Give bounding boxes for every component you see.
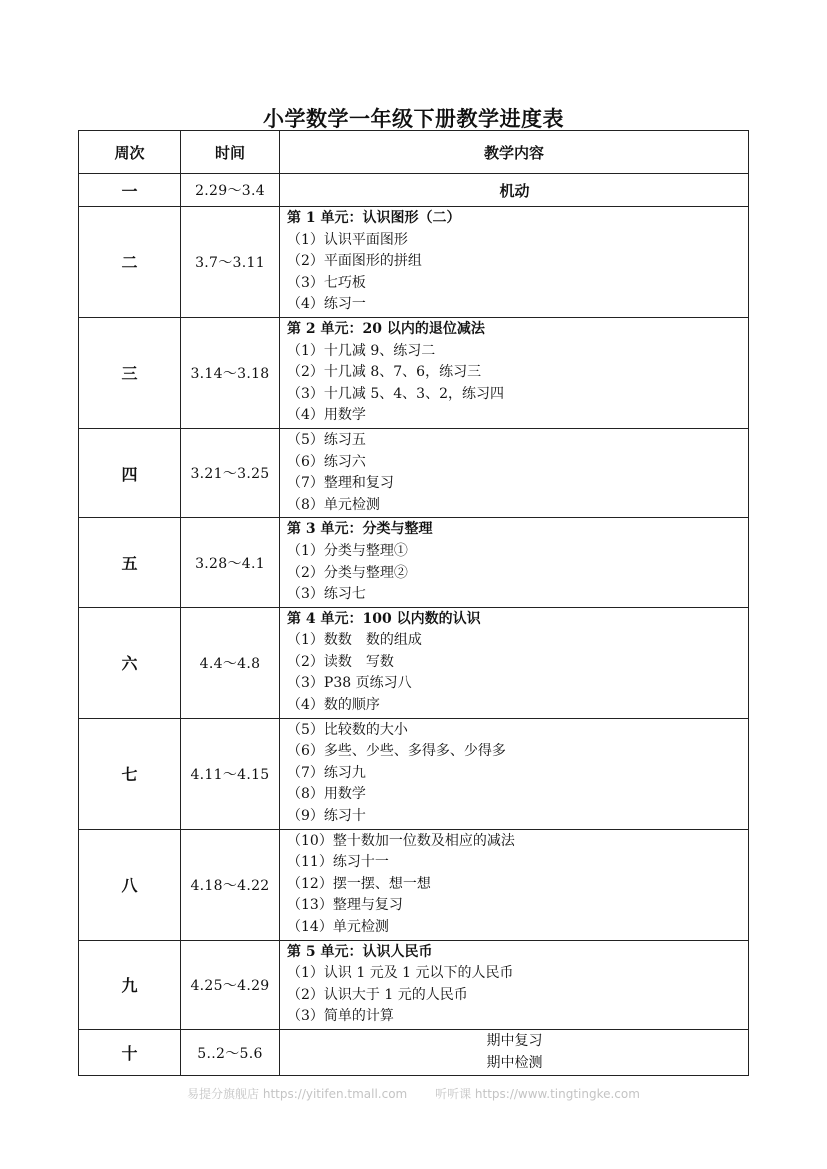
footer-left-text: 易提分旗舰店 https://yitifen.tmall.com bbox=[187, 1087, 408, 1101]
week-cell: 八 bbox=[79, 829, 181, 940]
lesson-item: （11）练习十一 bbox=[287, 854, 389, 871]
week-cell: 三 bbox=[79, 317, 181, 428]
time-cell: 4.25～4.29 bbox=[181, 940, 280, 1029]
content-cell bbox=[280, 718, 749, 829]
lesson-item: （3）十几减 5、4、3、2，练习四 bbox=[287, 385, 504, 402]
lesson-item: （1）分类与整理① bbox=[287, 542, 408, 559]
lesson-item: （7）整理和复习 bbox=[287, 475, 394, 492]
time-cell: 4.18～4.22 bbox=[181, 829, 280, 940]
week-cell: 二 bbox=[79, 207, 181, 318]
unit-heading: 第 3 单元：分类与整理 bbox=[287, 521, 433, 538]
week-cell: 六 bbox=[79, 607, 181, 718]
table-row bbox=[79, 428, 749, 517]
schedule-table bbox=[78, 130, 749, 1076]
table-header-row bbox=[79, 131, 749, 174]
week-cell: 五 bbox=[79, 518, 181, 607]
table-row bbox=[79, 207, 749, 318]
time-cell: 4.11～4.15 bbox=[181, 718, 280, 829]
lesson-item: （8）单元检测 bbox=[287, 496, 380, 513]
lesson-item: （1）数数 数的组成 bbox=[287, 632, 422, 649]
table-row bbox=[79, 317, 749, 428]
content-cell: 机动 bbox=[280, 174, 749, 207]
content-cell bbox=[280, 607, 749, 718]
content-cell bbox=[280, 940, 749, 1029]
week-cell: 一 bbox=[79, 174, 181, 207]
table-row bbox=[79, 174, 749, 207]
table-row bbox=[79, 1029, 749, 1075]
lesson-item: （3）七巧板 bbox=[287, 274, 366, 291]
lesson-item: （1）认识平面图形 bbox=[287, 231, 408, 248]
lesson-item: （3）P38 页练习八 bbox=[287, 675, 412, 692]
lesson-item: （3）练习七 bbox=[287, 586, 366, 603]
page-title: 小学数学一年级下册教学进度表 bbox=[263, 106, 564, 131]
lesson-item: （14）单元检测 bbox=[287, 919, 389, 935]
unit-heading: 第 1 单元：认识图形（二） bbox=[287, 210, 461, 226]
lesson-item: （2）读数 写数 bbox=[287, 653, 394, 670]
unit-heading: 第 2 单元：20 以内的退位减法 bbox=[287, 320, 485, 337]
content-cell bbox=[280, 829, 749, 940]
week-cell: 四 bbox=[79, 428, 181, 517]
table-row bbox=[79, 940, 749, 1029]
lesson-item: 期中检测 bbox=[486, 1054, 543, 1071]
lesson-item: （7）练习九 bbox=[287, 764, 366, 781]
time-cell: 3.7～3.11 bbox=[181, 207, 280, 318]
content-cell bbox=[280, 1029, 749, 1075]
lesson-item: （12）摆一摆、想一想 bbox=[287, 875, 431, 892]
lesson-item: （3）简单的计算 bbox=[287, 1008, 394, 1025]
header-content: 教学内容 bbox=[280, 131, 749, 174]
lesson-item: （2）认识大于 1 元的人民币 bbox=[287, 986, 468, 1003]
header-time: 时间 bbox=[181, 131, 280, 174]
lesson-item: （5）练习五 bbox=[287, 431, 366, 448]
lesson-item: （2）十几减 8、7、6，练习三 bbox=[287, 364, 482, 381]
content-cell bbox=[280, 428, 749, 517]
content-cell bbox=[280, 317, 749, 428]
header-week: 周次 bbox=[79, 131, 181, 174]
lesson-item: （10）整十数加一位数及相应的减法 bbox=[287, 832, 515, 849]
lesson-item: （4）练习一 bbox=[287, 296, 366, 313]
time-cell: 5..2～5.6 bbox=[181, 1029, 280, 1075]
table-row bbox=[79, 518, 749, 607]
week-cell: 九 bbox=[79, 940, 181, 1029]
content-cell bbox=[280, 518, 749, 607]
lesson-item: （13）整理与复习 bbox=[287, 897, 403, 914]
time-cell: 3.21～3.25 bbox=[181, 428, 280, 517]
lesson-item: （6）多些、少些、多得多、少得多 bbox=[287, 743, 506, 760]
table-row bbox=[79, 829, 749, 940]
unit-heading: 第 5 单元：认识人民币 bbox=[287, 943, 433, 960]
lesson-item: （1）认识 1 元及 1 元以下的人民币 bbox=[287, 965, 514, 982]
lesson-item: （4）用数学 bbox=[287, 407, 366, 424]
unit-heading: 第 4 单元：100 以内数的认识 bbox=[287, 610, 481, 627]
time-cell: 2.29～3.4 bbox=[181, 174, 280, 207]
lesson-item: （6）练习六 bbox=[287, 453, 366, 470]
lesson-item: 期中复习 bbox=[486, 1032, 543, 1049]
table-row bbox=[79, 607, 749, 718]
lesson-item: （2）平面图形的拼组 bbox=[287, 253, 422, 270]
time-cell: 4.4～4.8 bbox=[181, 607, 280, 718]
lesson-item: （5）比较数的大小 bbox=[287, 721, 408, 738]
week-cell: 七 bbox=[79, 718, 181, 829]
footer-right-text: 听听课 https://www.tingtingke.com bbox=[435, 1087, 640, 1101]
lesson-item: （8）用数学 bbox=[287, 786, 366, 803]
lesson-item: （4）数的顺序 bbox=[287, 697, 380, 714]
time-cell: 3.14～3.18 bbox=[181, 317, 280, 428]
lesson-item: （1）十几减 9、练习二 bbox=[287, 342, 436, 359]
week-cell: 十 bbox=[79, 1029, 181, 1075]
content-cell bbox=[280, 207, 749, 318]
time-cell: 3.28～4.1 bbox=[181, 518, 280, 607]
footer-watermark bbox=[0, 1085, 827, 1102]
table-row bbox=[79, 718, 749, 829]
lesson-item: （2）分类与整理② bbox=[287, 564, 408, 581]
lesson-item: （9）练习十 bbox=[287, 808, 366, 825]
